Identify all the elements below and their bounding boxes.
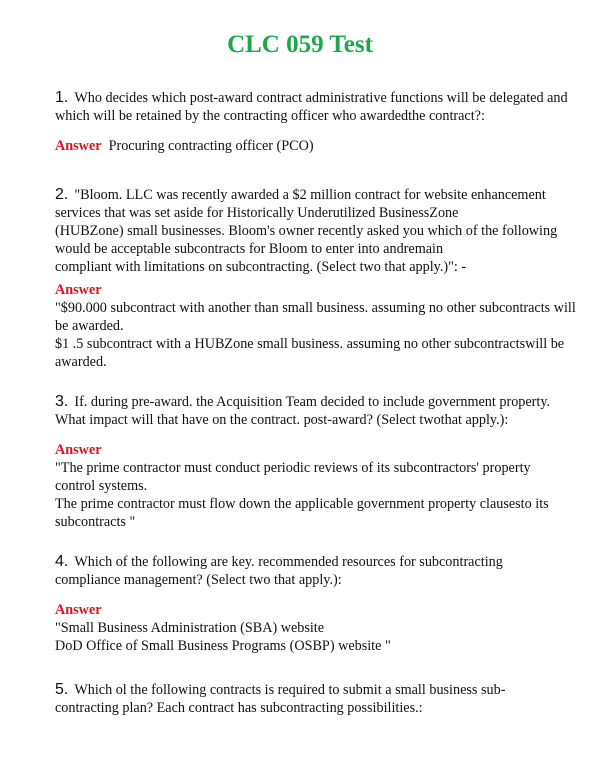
question-text: "Bloom. LLC was recently awarded a $2 million contract for website enhancement [74, 187, 546, 203]
question-number: 1. [55, 89, 69, 106]
question-text: Who decides which post-award contract administrative functions will be delegated and [74, 90, 568, 106]
question-text: What impact will that have on the contract. post-award? (Select twothat apply.): [55, 412, 509, 428]
question-5 [55, 681, 575, 717]
question-text: which will be retained by the contracting officer who awardedthe contract?: [55, 108, 485, 124]
question-number: 5. [55, 681, 69, 698]
answer-1 [55, 137, 575, 155]
question-text: Which of the following are key. recommended resources for subcontracting [74, 554, 503, 570]
answer-text: $1 .5 subcontract with a HUBZone small business. assuming no other subcontractswill be [55, 336, 565, 352]
question-text: services that was set aside for Historically Underutilized BusinessZone [55, 205, 459, 221]
question-1 [55, 89, 575, 125]
answer-text: Procuring contracting officer (PCO) [108, 138, 314, 154]
question-text: Which ol the following contracts is required to submit a small business sub- [74, 682, 506, 698]
answer-text: The prime contractor must flow down the applicable government property clausesto its [55, 496, 549, 512]
question-number: 3. [55, 393, 69, 410]
question-number: 2. [55, 186, 69, 203]
question-text: contracting plan? Each contract has subcontracting possibilities.: [55, 700, 423, 716]
answer-text: "$90.000 subcontract with another than small business. assuming no other subcontracts will [55, 300, 576, 316]
answer-label: Answer [55, 282, 102, 298]
question-number: 4. [55, 553, 69, 570]
question-text: compliance management? (Select two that apply.): [55, 572, 342, 588]
answer-3 [55, 441, 575, 531]
question-text: compliant with limitations on subcontracting. (Select two that apply.)": - [55, 259, 467, 275]
answer-text: subcontracts " [55, 514, 136, 530]
answer-label: Answer [55, 442, 102, 458]
answer-text: DoD Office of Small Business Programs (OSBP) website " [55, 638, 391, 654]
answer-2 [55, 281, 575, 371]
answer-text: awarded. [55, 354, 107, 370]
answer-text: "Small Business Administration (SBA) website [55, 620, 325, 636]
answer-label: Answer [55, 602, 102, 618]
question-2 [55, 186, 575, 276]
question-text: would be acceptable subcontracts for Bloom to enter into andremain [55, 241, 444, 257]
question-text: (HUBZone) small businesses. Bloom's owner recently asked you which of the following [55, 223, 558, 239]
answer-4 [55, 601, 575, 655]
answer-label: Answer [55, 138, 102, 154]
answer-text: be awarded. [55, 318, 124, 334]
question-4 [55, 553, 575, 589]
answer-text: control systems. [55, 478, 148, 494]
question-3 [55, 393, 575, 429]
answer-text: "The prime contractor must conduct periodic reviews of its subcontractors' property [55, 460, 531, 476]
question-text: If. during pre-award. the Acquisition Team decided to include government property. [74, 394, 551, 410]
page-title: CLC 059 Test [227, 31, 373, 58]
